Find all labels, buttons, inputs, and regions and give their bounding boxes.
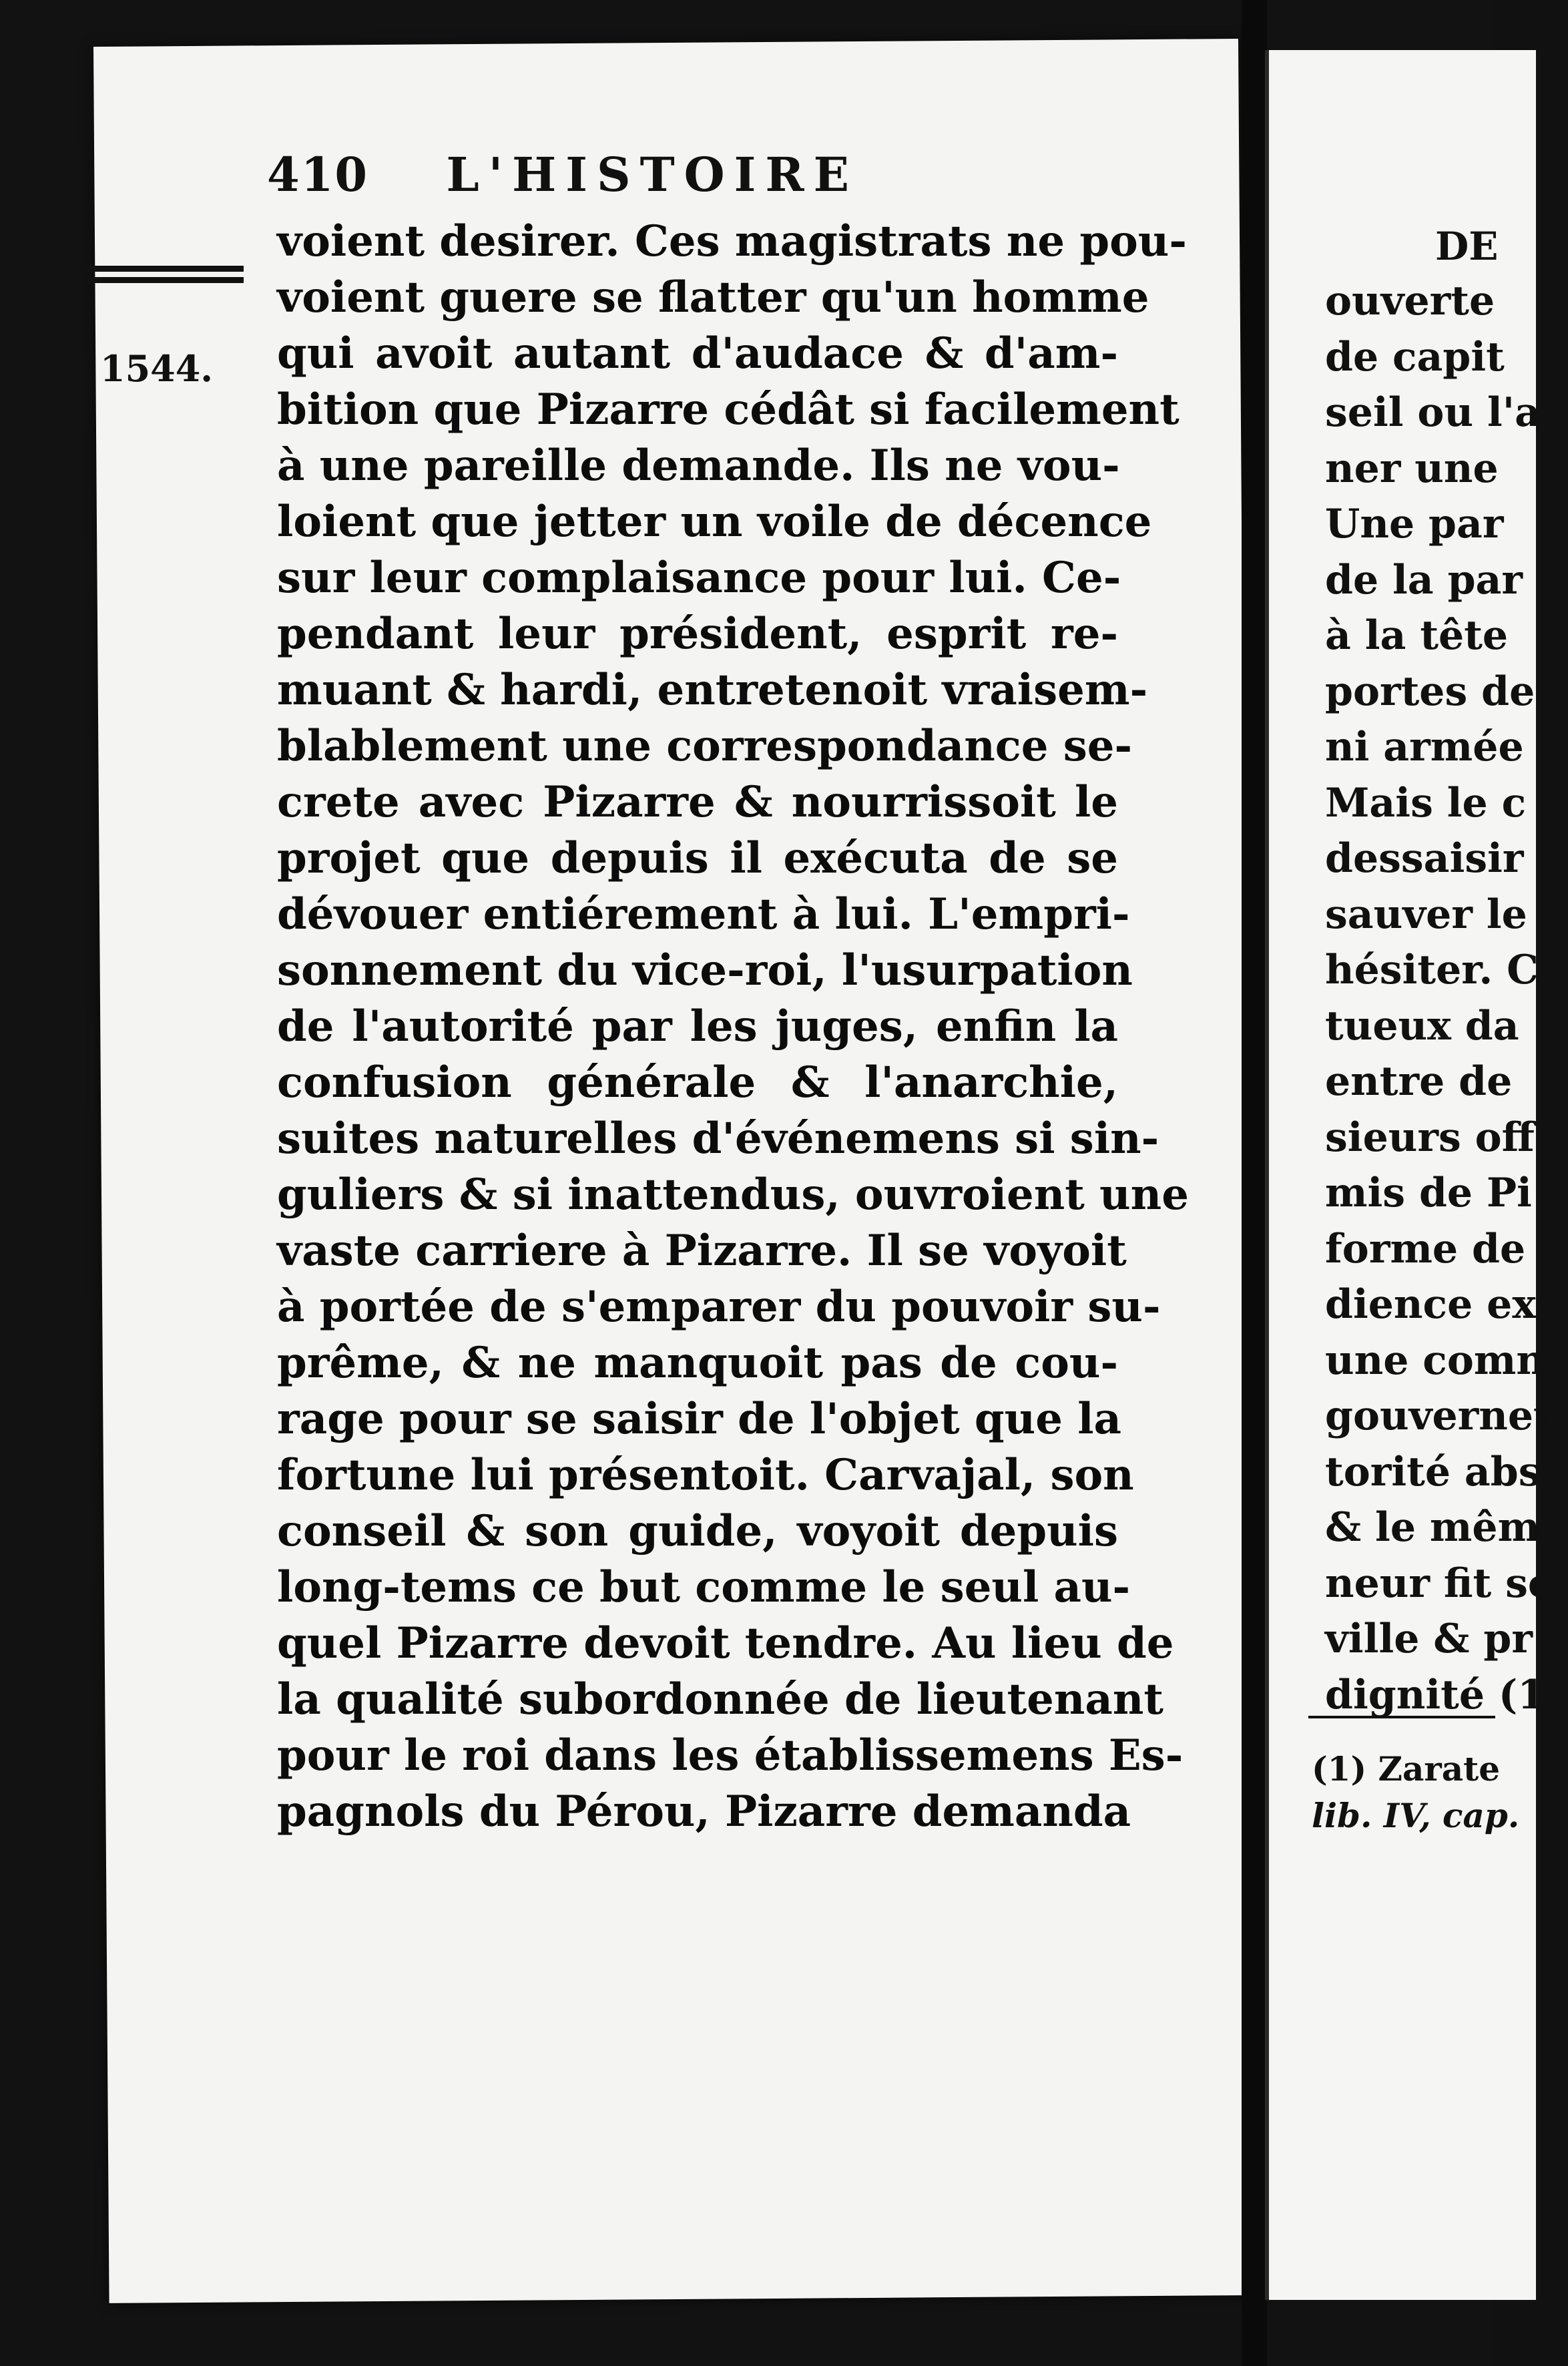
margin-rule — [80, 266, 244, 283]
right-text-line: mis de Pi — [1325, 1170, 1532, 1216]
right-text-line: sieurs off — [1325, 1114, 1535, 1161]
text-line: vaste carriere à Pizarre. Il se voyoit — [277, 1226, 1127, 1276]
text-line: suites naturelles d'événemens si sin- — [277, 1114, 1159, 1164]
text-line: guliers & si inattendus, ouvroient une — [277, 1170, 1189, 1220]
text-line: fortune lui présentoit. Carvajal, son — [277, 1450, 1134, 1500]
text-line: la qualité subordonnée de lieutenant — [277, 1674, 1163, 1724]
text-line: de l'autorité par les juges, enfin la — [277, 1001, 1118, 1051]
text-line: à portée de s'emparer du pouvoir su- — [277, 1282, 1161, 1332]
right-text-line: Mais le c — [1325, 779, 1527, 826]
right-text-line: dessaisir — [1325, 835, 1524, 882]
right-text-line: ni armée — [1325, 724, 1524, 770]
text-line: à une pareille demande. Ils ne vou- — [277, 441, 1120, 491]
right-footnotes — [1312, 1746, 1520, 1839]
footnote-rule — [1308, 1716, 1495, 1718]
text-line: crete avec Pizarre & nourrissoit le — [277, 777, 1118, 827]
right-running-head: DE — [1435, 224, 1499, 269]
right-text-line: tueux da — [1325, 1002, 1519, 1049]
text-line: voient desirer. Ces magistrats ne pou- — [277, 216, 1187, 266]
page-number: 410 — [267, 147, 369, 202]
text-line: conseil & son guide, voyoit depuis — [277, 1506, 1118, 1556]
main-text-block — [277, 214, 1189, 1840]
text-line: blablement une correspondance se- — [277, 721, 1133, 771]
footnote-line: (1) Zarate — [1312, 1749, 1501, 1789]
text-line: rage pour se saisir de l'objet que la — [277, 1394, 1121, 1444]
right-text-line: de capit — [1325, 333, 1505, 381]
right-text-line: gouverneu — [1325, 1393, 1563, 1439]
right-text-line: torité abso — [1325, 1448, 1568, 1495]
text-line: pour le roi dans les établissemens Es- — [277, 1730, 1184, 1781]
margin-year-note: 1544. — [100, 347, 214, 390]
right-text-line: entre de — [1325, 1058, 1513, 1105]
right-text-fragment — [1325, 274, 1568, 1723]
right-text-line: une comn — [1325, 1337, 1545, 1384]
right-text-line: forme de — [1325, 1225, 1526, 1272]
right-text-line: dience ex — [1325, 1281, 1537, 1328]
right-text-line: neur fit so — [1325, 1560, 1555, 1607]
book-gutter — [1242, 0, 1267, 2366]
right-text-line: à la tête — [1325, 612, 1509, 659]
text-line: bition que Pizarre cédât si facilement — [277, 385, 1180, 435]
right-text-line: ouverte — [1325, 278, 1495, 324]
running-head — [267, 147, 858, 202]
running-title: L'HISTOIRE — [446, 147, 858, 202]
text-line: projet que depuis il exécuta de se — [277, 833, 1118, 883]
text-line: prême, & ne manquoit pas de cou- — [277, 1338, 1118, 1388]
text-line: sur leur complaisance pour lui. Ce- — [277, 553, 1121, 603]
text-line: quel Pizarre devoit tendre. Au lieu de — [277, 1618, 1174, 1668]
footnote-line: lib. IV, cap. — [1312, 1796, 1520, 1835]
text-line: long-tems ce but comme le seul au- — [277, 1562, 1131, 1612]
right-text-line: sauver le — [1325, 891, 1527, 938]
text-line: pendant leur président, esprit re- — [277, 609, 1118, 659]
text-line: voient guere se flatter qu'un homme — [277, 272, 1149, 322]
right-text-line: Une par — [1325, 501, 1504, 547]
right-text-line: portes de — [1325, 668, 1535, 715]
right-text-line: ville & pr — [1325, 1616, 1533, 1662]
text-line: dévouer entiérement à lui. L'empri- — [277, 889, 1130, 939]
right-text-line: hésiter. C — [1325, 947, 1539, 993]
text-line: pagnols du Pérou, Pizarre demanda — [277, 1787, 1131, 1837]
right-text-line: ner une — [1325, 445, 1499, 492]
text-line: confusion générale & l'anarchie, — [277, 1057, 1118, 1108]
text-line: muant & hardi, entretenoit vraisem- — [277, 665, 1148, 715]
text-line: qui avoit autant d'audace & d'am- — [277, 328, 1118, 379]
right-text-line: seil ou l'a — [1325, 389, 1541, 436]
text-line: sonnement du vice-roi, l'usurpation — [277, 945, 1133, 995]
right-text-line: de la par — [1325, 556, 1523, 604]
text-line: loient que jetter un voile de décence — [277, 497, 1152, 547]
right-text-line: dignité (1) — [1325, 1671, 1565, 1718]
right-text-line: & le mêm — [1325, 1504, 1541, 1551]
